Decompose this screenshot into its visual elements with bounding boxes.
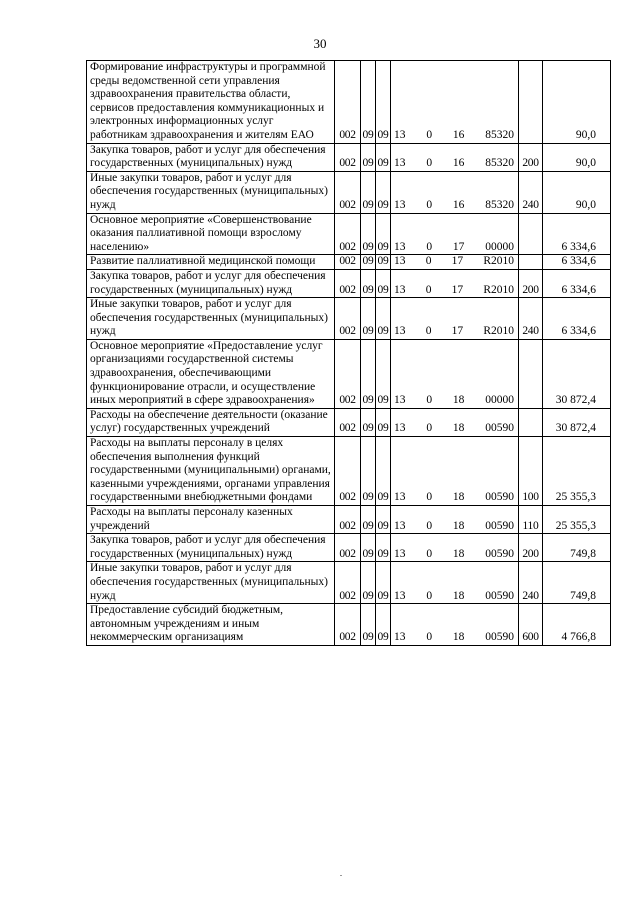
csr-cell [391,213,519,255]
pr-cell: 09 [376,61,391,144]
table-row [87,143,611,171]
table-row [87,408,611,436]
csr-cell [391,143,519,171]
csr-subprogram: 0 [426,519,433,532]
grbs-cell: 002 [335,562,361,604]
csr-program: 13 [394,325,406,338]
budget-table [86,60,611,646]
row-name: Предоставление субсидий бюджетным, автономным учреждениям и иным некоммерческим организациям [87,604,335,646]
csr-cell [391,562,519,604]
vr-cell: 100 [519,437,543,506]
grbs-cell: 002 [335,61,361,144]
csr-event: 18 [452,394,465,407]
rz-cell: 09 [361,171,376,213]
csr-direction: R2010 [483,255,514,268]
csr-direction: 85320 [485,128,514,141]
table-row [87,171,611,213]
csr-event: 16 [452,198,465,211]
pr-cell: 09 [376,339,391,408]
pr-cell: 09 [376,298,391,340]
table-row [87,604,611,646]
csr-subprogram: 0 [426,157,433,170]
table-row [87,61,611,144]
csr-subprogram: 0 [426,547,433,560]
grbs-cell: 002 [335,143,361,171]
csr-cell [391,61,519,144]
csr-direction: 85320 [485,157,514,170]
grbs-cell: 002 [335,339,361,408]
csr-event: 18 [452,422,465,435]
csr-direction: 00590 [485,519,514,532]
sum-cell: 90,0 [543,171,611,213]
sum-cell: 30 872,4 [543,408,611,436]
table-row [87,534,611,562]
csr-program: 13 [394,491,406,504]
csr-program: 13 [394,589,406,602]
pr-cell: 09 [376,255,391,270]
grbs-cell: 002 [335,298,361,340]
vr-cell: 200 [519,269,543,297]
pr-cell: 09 [376,437,391,506]
vr-cell [519,255,543,270]
vr-cell [519,61,543,144]
csr-cell [391,339,519,408]
csr-cell [391,269,519,297]
csr-subprogram: 0 [426,491,433,504]
pr-cell: 09 [376,408,391,436]
csr-subprogram: 0 [426,589,433,602]
rz-cell: 09 [361,339,376,408]
csr-program: 13 [394,422,406,435]
rz-cell: 09 [361,506,376,534]
csr-program: 13 [394,128,406,141]
sum-cell: 90,0 [543,143,611,171]
csr-cell [391,534,519,562]
csr-direction: 00590 [485,589,514,602]
vr-cell: 240 [519,298,543,340]
sum-cell: 749,8 [543,534,611,562]
sum-cell: 6 334,6 [543,213,611,255]
rz-cell: 09 [361,562,376,604]
csr-cell [391,604,519,646]
vr-cell: 240 [519,171,543,213]
csr-direction: 00590 [485,491,514,504]
csr-cell [391,298,519,340]
csr-program: 13 [394,631,406,644]
grbs-cell: 002 [335,408,361,436]
csr-cell [391,408,519,436]
table-row [87,213,611,255]
table-row [87,269,611,297]
pr-cell: 09 [376,534,391,562]
csr-program: 13 [394,547,406,560]
table-row [87,562,611,604]
vr-cell: 240 [519,562,543,604]
vr-cell [519,339,543,408]
grbs-cell: 002 [335,534,361,562]
csr-event: 16 [452,157,465,170]
csr-event: 18 [452,631,465,644]
table-row [87,339,611,408]
row-name: Иные закупки товаров, работ и услуг для обеспечения государственных (муниципальных) нужд [87,562,335,604]
csr-cell [391,171,519,213]
csr-subprogram: 0 [426,631,433,644]
csr-event: 18 [452,491,465,504]
csr-subprogram: 0 [425,255,432,268]
rz-cell: 09 [361,269,376,297]
csr-event: 16 [452,128,465,141]
vr-cell: 600 [519,604,543,646]
row-name: Расходы на обеспечение деятельности (оказание услуг) государственных учреждений [87,408,335,436]
grbs-cell: 002 [335,437,361,506]
csr-program: 13 [394,519,406,532]
csr-subprogram: 0 [426,394,433,407]
grbs-cell: 002 [335,213,361,255]
sum-cell: 749,8 [543,562,611,604]
csr-program: 13 [394,240,406,253]
csr-subprogram: 0 [425,283,432,296]
row-name: Иные закупки товаров, работ и услуг для обеспечения государственных (муниципальных) нужд [87,171,335,213]
csr-event: 18 [452,547,465,560]
row-name: Развитие паллиативной медицинской помощи [87,255,335,270]
pr-cell: 09 [376,604,391,646]
sum-cell: 90,0 [543,61,611,144]
pr-cell: 09 [376,562,391,604]
csr-subprogram: 0 [426,198,433,211]
csr-event: 17 [451,283,464,296]
csr-cell [391,255,519,270]
rz-cell: 09 [361,437,376,506]
row-name: Закупка товаров, работ и услуг для обеспечения государственных (муниципальных) нужд [87,534,335,562]
grbs-cell: 002 [335,506,361,534]
rz-cell: 09 [361,61,376,144]
csr-direction: 00000 [485,240,514,253]
csr-direction: R2010 [483,283,514,296]
row-name: Расходы на выплаты персоналу казенных учреждений [87,506,335,534]
csr-direction: 00590 [485,631,514,644]
csr-subprogram: 0 [426,240,433,253]
pr-cell: 09 [376,269,391,297]
sum-cell: 25 355,3 [543,437,611,506]
rz-cell: 09 [361,604,376,646]
csr-program: 13 [394,157,406,170]
csr-program: 13 [394,283,406,296]
csr-direction: 85320 [485,198,514,211]
sum-cell: 25 355,3 [543,506,611,534]
row-name: Основное мероприятие «Совершенствование оказания паллиативной помощи взрослому населению» [87,213,335,255]
pr-cell: 09 [376,171,391,213]
sum-cell: 4 766,8 [543,604,611,646]
grbs-cell: 002 [335,171,361,213]
vr-cell [519,408,543,436]
pr-cell: 09 [376,143,391,171]
csr-event: 18 [452,519,465,532]
vr-cell: 200 [519,143,543,171]
csr-program: 13 [394,394,406,407]
sum-cell: 6 334,6 [543,298,611,340]
vr-cell: 200 [519,534,543,562]
csr-cell [391,437,519,506]
grbs-cell: 002 [335,269,361,297]
grbs-cell: 002 [335,604,361,646]
csr-direction: 00590 [485,547,514,560]
budget-table-body [87,61,611,646]
rz-cell: 09 [361,408,376,436]
rz-cell: 09 [361,143,376,171]
row-name: Основное мероприятие «Предоставление услуг организациями государственной системы здравоохранения, обеспечивающими функционирование отрасли, и осуществление иных мероприятий в сфере здравоохранения» [87,339,335,408]
csr-cell [391,506,519,534]
csr-program: 13 [394,255,406,268]
csr-event: 17 [452,240,465,253]
sum-cell: 30 872,4 [543,339,611,408]
rz-cell: 09 [361,534,376,562]
rz-cell: 09 [361,255,376,270]
table-row [87,506,611,534]
page-number: 30 [313,36,327,51]
rz-cell: 09 [361,213,376,255]
row-name: Закупка товаров, работ и услуг для обеспечения государственных (муниципальных) нужд [87,143,335,171]
sum-cell: 6 334,6 [543,255,611,270]
csr-direction: R2010 [483,325,514,338]
table-row [87,437,611,506]
row-name: Формирование инфраструктуры и программной среды ведомственной сети управления здравоохранения правительства области, сервисов предоставления коммуникационных и электронных информационных услуг работникам здравоохранения и жителям ЕАО [87,61,335,144]
csr-subprogram: 0 [426,128,433,141]
csr-direction: 00590 [485,422,514,435]
table-row [87,255,611,270]
row-name: Закупка товаров, работ и услуг для обеспечения государственных (муниципальных) нужд [87,269,335,297]
csr-event: 18 [452,589,465,602]
pr-cell: 09 [376,506,391,534]
pr-cell: 09 [376,213,391,255]
vr-cell [519,213,543,255]
rz-cell: 09 [361,298,376,340]
scan-speck [340,875,342,876]
row-name: Расходы на выплаты персоналу в целях обеспечения выполнения функций государственными (муниципальными) органами, казенными учреждениями, органами управления государственными внебюджетными фондами [87,437,335,506]
sum-cell: 6 334,6 [543,269,611,297]
csr-subprogram: 0 [425,325,432,338]
csr-event: 17 [451,255,464,268]
row-name: Иные закупки товаров, работ и услуг для обеспечения государственных (муниципальных) нужд [87,298,335,340]
vr-cell: 110 [519,506,543,534]
csr-subprogram: 0 [426,422,433,435]
grbs-cell: 002 [335,255,361,270]
csr-event: 17 [451,325,464,338]
csr-direction: 00000 [485,394,514,407]
table-row [87,298,611,340]
csr-program: 13 [394,198,406,211]
